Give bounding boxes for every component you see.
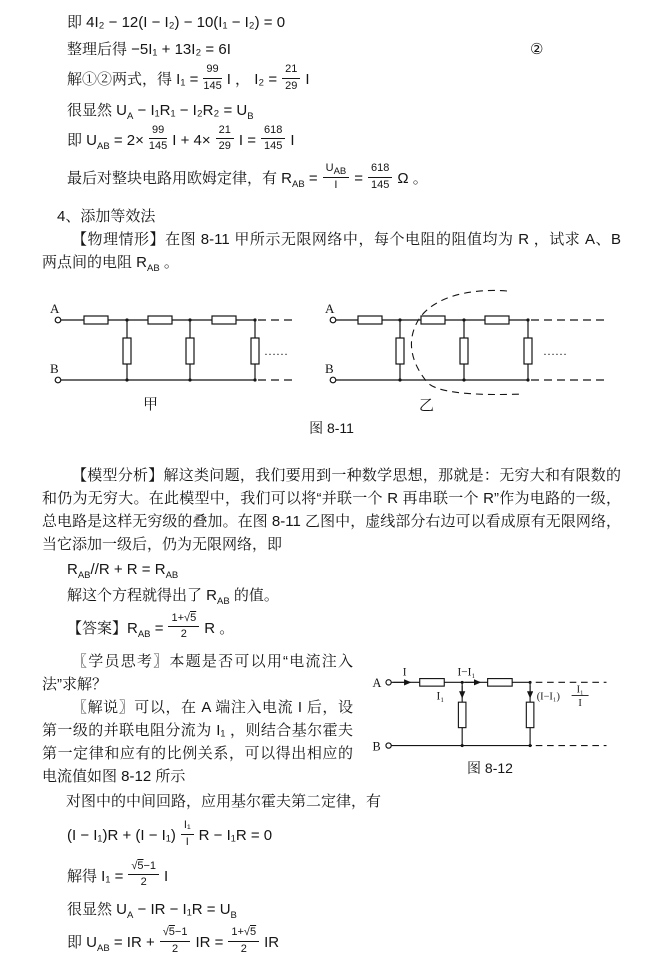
figure-8-11	[46, 286, 621, 412]
section-4-title: 4、添加等效法	[57, 207, 156, 225]
fraction-numerator	[323, 162, 350, 178]
fraction-numerator: 21	[216, 124, 234, 140]
fraction-denominator: 145	[371, 178, 390, 191]
fraction-denominator: 2	[172, 942, 179, 955]
junction-dots	[461, 681, 532, 747]
eq-part: 的值。	[229, 586, 279, 604]
fig-8-11-yi-circuit	[321, 286, 621, 412]
eq-part: I	[305, 71, 310, 89]
equation-uab	[42, 123, 621, 157]
eq-part: = IR +	[109, 934, 155, 952]
radicand: 5	[249, 926, 257, 938]
subscript: AB	[97, 140, 110, 152]
eq-part: −1	[174, 926, 188, 938]
fraction	[168, 612, 199, 643]
fraction-denominator: 2	[180, 628, 187, 641]
eq-part: =	[150, 619, 164, 637]
model-analysis-paragraph: 【模型分析】解这类问题，我们要用到一种数学思想，那就是：无穷大和有限数的和仍为无穷大。在此模型中，我们可以将“并联一个 R 再串联一个 R”作为电路的一级，总电路是这样无穷级的叠加。在图 8-11 乙图中，虚线部分右边可以看成原有无限网络，当它添加一级后，仍为无限网络，即	[42, 466, 621, 553]
subscript: AB	[165, 569, 179, 581]
figure-8-12	[359, 652, 621, 778]
eq-part: √	[162, 926, 169, 938]
equation-middle-loop	[42, 821, 621, 852]
terminal-a-label: A	[372, 676, 382, 691]
fraction-denominator: 29	[218, 140, 231, 153]
subscript: AB	[97, 943, 110, 955]
equation-node-current: 即 4I₂ − 12(I − I₂) − 10(I₁ − I₂) = 0	[67, 14, 286, 31]
answer-line	[42, 611, 621, 645]
figure-8-12-caption: 图 8-12	[467, 760, 513, 776]
eq-part: //R + R = R	[90, 560, 166, 578]
eq-part: I ， I₂ =	[226, 71, 278, 89]
fraction-numerator: 618	[368, 162, 392, 178]
subfigure-jia-label: 甲	[143, 396, 159, 412]
eq-part: √	[131, 859, 138, 872]
subscript: AB	[292, 179, 305, 191]
equation-solve-currents	[42, 65, 621, 96]
fraction-denominator: 2	[240, 942, 247, 955]
eq-part: IR	[264, 934, 280, 952]
subscript: AB	[147, 262, 160, 274]
eq-part: =	[354, 170, 364, 188]
eq-part: Ω 。	[397, 170, 428, 188]
radicand: 5	[190, 611, 197, 624]
fraction	[261, 124, 285, 155]
fraction-numerator: I₁	[181, 819, 194, 835]
kirchhoff-second-law-line: 对图中的中间回路，应用基尔霍夫第二定律，有	[66, 793, 382, 810]
fraction	[128, 860, 159, 891]
eq-part: 解这个方程就得出了 R	[67, 586, 218, 604]
equation-i1-solution	[42, 859, 621, 893]
eq-part: 最后对整块电路用欧姆定律，有 R	[67, 170, 293, 188]
eq-part: 很显然 U	[67, 901, 128, 918]
fraction-numerator	[160, 926, 191, 942]
fraction-denominator: 29	[285, 79, 298, 92]
physical-situation-paragraph	[42, 228, 621, 274]
subscript: B	[247, 110, 254, 122]
subscript: AB	[77, 569, 91, 581]
eq-part: I =	[238, 131, 256, 149]
fraction	[228, 926, 259, 957]
fraction-denominator: 2	[140, 876, 147, 889]
current-in-label: I	[402, 666, 407, 679]
wires	[391, 682, 606, 745]
terminal-b	[330, 377, 336, 383]
equation-rab-ohm-law	[42, 164, 621, 195]
terminal-b	[386, 743, 391, 748]
fraction	[181, 819, 194, 850]
subscript: AB	[137, 628, 151, 640]
current-series-label: I−I₁	[457, 666, 476, 679]
eq-part: R	[67, 560, 78, 578]
fraction	[368, 162, 392, 193]
fraction-numerator	[128, 860, 159, 876]
eq-part: U	[325, 162, 334, 174]
terminal-b	[55, 377, 61, 383]
terminal-b-label: B	[325, 360, 334, 376]
fraction-denominator: I	[185, 835, 189, 848]
figure-8-11-caption: 图 8-11	[309, 419, 354, 436]
eq-part: =	[304, 170, 318, 188]
equation-simplified	[42, 38, 621, 62]
eq-part: = 2×	[109, 131, 144, 149]
eq-part: 解①②两式，得 I₁ =	[67, 71, 199, 89]
fraction-denominator: I	[334, 178, 338, 191]
terminal-a	[386, 680, 391, 685]
fraction	[149, 124, 167, 155]
subscript: A	[127, 110, 134, 122]
eq-part: I + 4×	[172, 131, 211, 149]
fraction-denominator: 145	[264, 140, 283, 153]
current-shunt-label: I₁	[436, 690, 445, 703]
terminal-a	[330, 317, 336, 323]
equation-voltage-relation	[42, 99, 621, 123]
explain-paragraph: 〖解说〗可以，在 A 端注入电流 I 后，设第一级的并联电阻分流为 I₁ ，则结合基尔霍夫第一定律和应有的比例关系，可以得出相应的电流值如图 8-12 所示	[42, 699, 353, 785]
eq-part: R − I₁R = 0	[198, 827, 273, 845]
resistors	[386, 679, 534, 749]
para-part: 。	[159, 253, 179, 271]
eq-part: 即 U	[67, 934, 98, 952]
eq-part: R 。	[204, 619, 235, 637]
subscript: B	[230, 910, 237, 921]
resistors	[55, 316, 259, 383]
current-right-den: I	[578, 697, 582, 709]
fraction-numerator	[228, 926, 259, 942]
fraction	[216, 124, 234, 155]
fraction-denominator: 145	[203, 79, 222, 92]
eq-part: − I₁R₁ − I₂R₂ = U	[133, 101, 248, 119]
terminal-b-label: B	[50, 360, 59, 376]
fig-8-11-jia-circuit	[46, 286, 294, 412]
fraction	[323, 162, 350, 193]
eq-part: (I − I₁)R + (I − I₁)	[67, 827, 176, 845]
fraction	[160, 926, 191, 957]
subfigure-yi-label: 乙	[419, 397, 435, 412]
eq-part: I	[164, 867, 169, 885]
eq-part: 即 U	[67, 131, 98, 149]
terminal-a	[55, 317, 61, 323]
fraction-numerator	[168, 612, 199, 628]
fraction-denominator: 145	[148, 140, 168, 153]
subscript: AB	[333, 166, 347, 178]
recurrence-equation	[42, 558, 621, 582]
equation-text: 整理后得 −5I₁ + 13I₂ = 6I	[67, 41, 231, 58]
equation-number-2: ②	[530, 41, 544, 58]
subscript: A	[127, 910, 134, 921]
ellipsis-dots: ……	[543, 343, 567, 358]
subscript: AB	[217, 595, 230, 607]
eq-part: 1+√	[231, 926, 250, 938]
current-right-num: I₁	[576, 684, 584, 696]
wires	[336, 320, 609, 380]
fig-8-12-circuit	[365, 652, 615, 758]
terminal-a-label: A	[325, 300, 335, 316]
resistors	[330, 316, 532, 383]
fraction	[282, 63, 300, 94]
current-injection-section	[42, 650, 621, 788]
fraction-numerator: 618	[261, 124, 285, 140]
eq-part: 解得 I₁ =	[67, 867, 124, 885]
eq-part: IR =	[195, 934, 224, 952]
eq-part: − IR − I₁R = U	[133, 901, 231, 918]
terminal-a-label: A	[50, 300, 60, 316]
eq-part: 1+√	[171, 611, 191, 624]
fraction-numerator: 99	[149, 124, 167, 140]
radicand: 5	[168, 926, 175, 938]
ellipsis-dots: ……	[264, 343, 288, 358]
eq-part: 【答案】R	[67, 619, 138, 637]
fraction-numerator: 99	[203, 63, 221, 79]
eq-part: 很显然 U	[67, 101, 128, 119]
eq-part: −1	[143, 859, 157, 872]
equation-voltage-drop	[42, 898, 621, 922]
solve-statement	[42, 584, 621, 608]
fraction-numerator: 21	[282, 63, 300, 79]
terminal-b-label: B	[372, 739, 381, 754]
eq-part: I	[290, 131, 295, 149]
student-think-paragraph: 〖学员思考〗本题是否可以用“电流注入法”求解？	[42, 653, 353, 693]
current-right-label	[537, 685, 589, 709]
radicand: 5	[137, 859, 144, 872]
para-part: 【物理情形】在图 8-11 甲所示无限网络中，每个电阻的阻值均为 R ，试求 A、B 两点间的电阻 R	[42, 230, 621, 271]
equation-final-uab	[42, 928, 621, 959]
fraction	[203, 63, 221, 94]
current-right-coef: (I−I₁)	[536, 691, 560, 703]
